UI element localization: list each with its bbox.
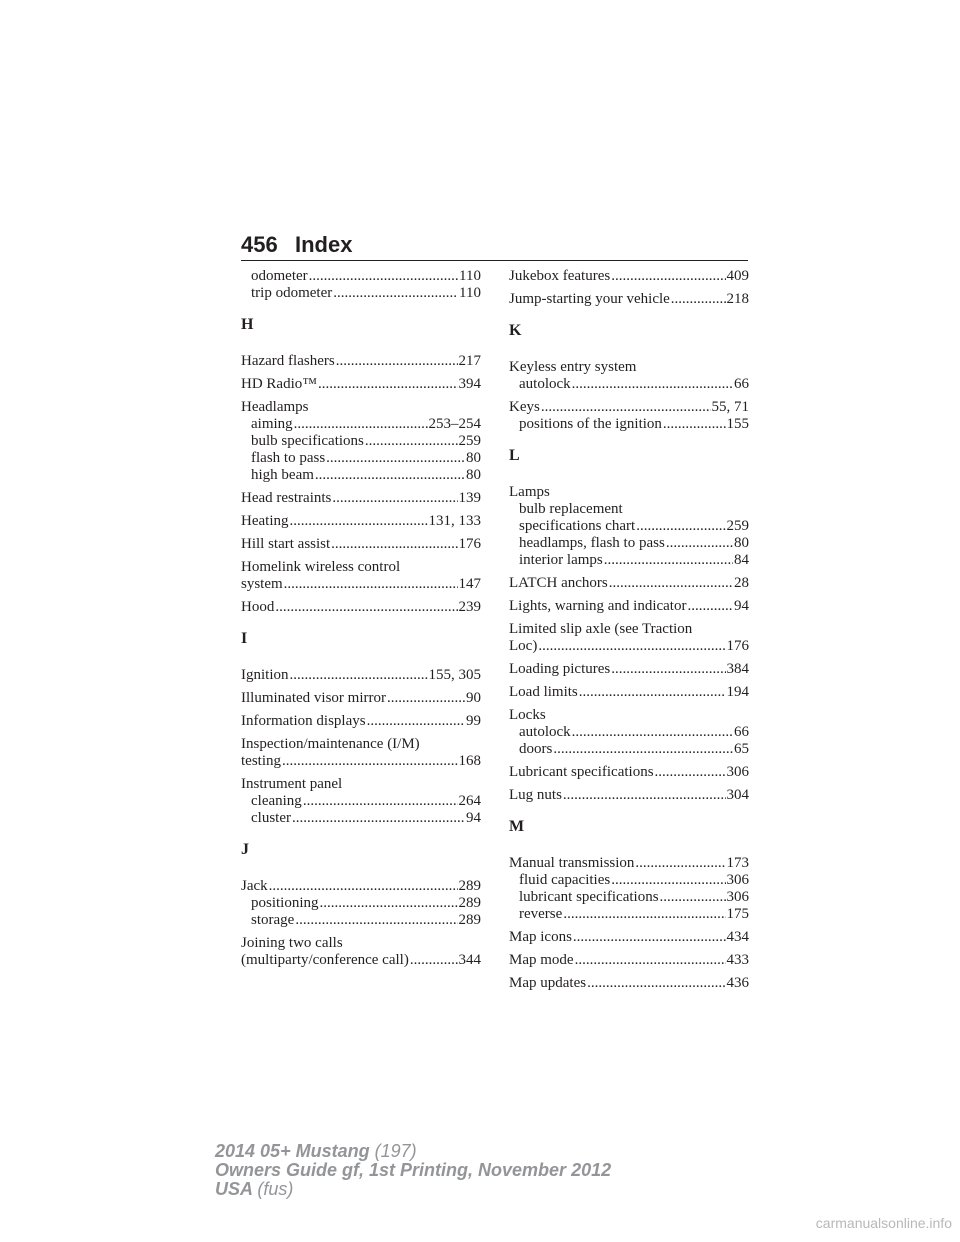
- index-entry-line: [241, 559, 481, 576]
- entry-term: Lamps: [509, 484, 550, 500]
- watermark: carmanualsonline.info: [815, 1215, 952, 1231]
- index-entry-line: [241, 576, 481, 593]
- index-entry: [241, 667, 481, 684]
- entry-term: lubricant specifications: [519, 889, 659, 905]
- entry-term: cluster: [251, 810, 291, 826]
- entry-term: Information displays: [241, 713, 366, 729]
- dot-leader: [660, 889, 726, 906]
- entry-term: storage: [251, 912, 295, 928]
- section-letter: H: [241, 316, 254, 333]
- dot-leader: [655, 764, 726, 781]
- page-number: 456: [241, 232, 278, 257]
- entry-term: testing: [241, 753, 281, 769]
- page-reference: 147: [458, 576, 481, 592]
- page-reference: 306: [726, 764, 749, 780]
- index-subentry-line: [241, 467, 481, 484]
- entry-term: aiming: [251, 416, 293, 432]
- index-entry: [509, 268, 749, 285]
- page-reference: 66: [734, 724, 749, 740]
- page-reference: 264: [458, 793, 481, 809]
- entry-term: Inspection/maintenance (I/M): [241, 736, 420, 752]
- page-reference: 434: [726, 929, 749, 945]
- page-reference: 289: [458, 895, 481, 911]
- index-subentry-line: [509, 741, 749, 758]
- entry-term: Jack: [241, 878, 268, 894]
- page-reference: 176: [458, 536, 481, 552]
- index-entry-line: [509, 359, 749, 376]
- page-reference: 110: [459, 285, 481, 301]
- index-subentry-line: [509, 535, 749, 552]
- index-entry-line: [241, 776, 481, 793]
- index-entry-line: [509, 291, 749, 308]
- footer-market-code: (fus): [257, 1179, 294, 1199]
- entry-term: interior lamps: [519, 552, 603, 568]
- index-subentry-line: [509, 872, 749, 889]
- index-entry-line: [509, 638, 749, 655]
- entry-term: Load limits: [509, 684, 578, 700]
- index-entry: [509, 684, 749, 701]
- page-reference: 80: [466, 450, 481, 466]
- dot-leader: [309, 268, 458, 285]
- page-reference: 433: [726, 952, 749, 968]
- index-entry-line: [241, 399, 481, 416]
- dot-leader: [575, 952, 726, 969]
- index-entry-line: [241, 376, 481, 393]
- page-reference: 99: [466, 713, 481, 729]
- entry-term: bulb specifications: [251, 433, 364, 449]
- page-title: Index: [295, 232, 353, 257]
- entry-term: Head restraints: [241, 490, 332, 506]
- index-entry: [509, 359, 749, 393]
- dot-leader: [387, 690, 465, 707]
- index-entry-line: [509, 575, 749, 592]
- entry-term: autolock: [519, 376, 571, 392]
- dot-leader: [303, 793, 458, 810]
- page-reference: 289: [458, 912, 481, 928]
- index-entry-line: [509, 598, 749, 615]
- dot-leader: [294, 416, 428, 433]
- dot-leader: [365, 433, 458, 450]
- index-entry-line: [509, 952, 749, 969]
- index-subentry-line: [241, 912, 481, 929]
- entry-term: Lubricant specifications: [509, 764, 654, 780]
- entry-term: autolock: [519, 724, 571, 740]
- index-entry: [509, 975, 749, 992]
- page-reference: 306: [726, 872, 749, 888]
- index-entry-line: [509, 787, 749, 804]
- index-entry: [241, 513, 481, 530]
- index-entry: [509, 399, 749, 433]
- index-entry-line: [509, 268, 749, 285]
- index-entry-line: [241, 513, 481, 530]
- page-reference: 175: [726, 906, 749, 922]
- dot-leader: [635, 855, 725, 872]
- page-reference: 94: [734, 598, 749, 614]
- index-subentry-line: [509, 552, 749, 569]
- entry-term: Hazard flashers: [241, 353, 335, 369]
- index-entry: [509, 621, 749, 655]
- dot-leader: [367, 713, 465, 730]
- index-entry-line: [509, 621, 749, 638]
- dot-leader: [295, 912, 457, 929]
- dot-leader: [563, 906, 725, 923]
- page-reference: 409: [726, 268, 749, 284]
- entry-term: Instrument panel: [241, 776, 343, 792]
- page-reference: 176: [726, 638, 749, 654]
- page-reference: 259: [726, 518, 749, 534]
- index-entry: [241, 935, 481, 969]
- index-entry-line: [509, 484, 749, 501]
- index-entry: [509, 661, 749, 678]
- index-entry: [241, 776, 481, 827]
- index-column-left: [241, 268, 481, 975]
- entry-term: Map updates: [509, 975, 587, 991]
- page-reference: 173: [726, 855, 749, 871]
- entry-term: Homelink wireless control: [241, 559, 401, 575]
- entry-term: Loc): [509, 638, 538, 654]
- index-entry: [241, 353, 481, 370]
- index-entry-line: [509, 684, 749, 701]
- index-subentry-line: [509, 501, 749, 518]
- entry-term: Headlamps: [241, 399, 309, 415]
- dot-leader: [636, 518, 725, 535]
- entry-term: Map icons: [509, 929, 572, 945]
- page-reference: 155, 305: [428, 667, 481, 683]
- entry-term: Jukebox features: [509, 268, 611, 284]
- dot-leader: [318, 376, 458, 393]
- entry-term: Heating: [241, 513, 289, 529]
- page-reference: 394: [458, 376, 481, 392]
- index-subentry-line: [509, 376, 749, 393]
- dot-leader: [275, 599, 457, 616]
- footer-line-2: Owners Guide gf, 1st Printing, November 2012: [215, 1160, 612, 1180]
- index-entry-line: [241, 736, 481, 753]
- dot-leader: [538, 638, 725, 655]
- index-entry: [509, 598, 749, 615]
- entry-term: Lights, warning and indicator: [509, 598, 687, 614]
- index-entry: [509, 952, 749, 969]
- index-entry-line: [241, 690, 481, 707]
- index-subentry-line: [241, 433, 481, 450]
- index-subentry-line: [509, 518, 749, 535]
- index-entry-line: [509, 764, 749, 781]
- index-entry: [509, 575, 749, 592]
- index-entry: [241, 599, 481, 616]
- dot-leader: [587, 975, 725, 992]
- entry-term: reverse: [519, 906, 563, 922]
- page-reference: 306: [726, 889, 749, 905]
- dot-leader: [663, 416, 726, 433]
- page-reference: 80: [466, 467, 481, 483]
- dot-leader: [611, 661, 725, 678]
- dot-leader: [282, 753, 458, 770]
- dot-leader: [541, 399, 711, 416]
- entry-term: Hill start assist: [241, 536, 331, 552]
- page-reference: 344: [458, 952, 481, 968]
- entry-term: HD Radio™: [241, 376, 317, 392]
- dot-leader: [332, 490, 457, 507]
- dot-leader: [687, 598, 733, 615]
- section-letter: L: [509, 447, 520, 464]
- dot-leader: [573, 929, 726, 946]
- index-entry: [509, 484, 749, 569]
- dot-leader: [320, 895, 458, 912]
- index-entry-line: [241, 490, 481, 507]
- entry-term: Jump-starting your vehicle: [509, 291, 670, 307]
- entry-term: bulb replacement: [519, 501, 623, 517]
- page-reference: 80: [734, 535, 749, 551]
- index-entry: [509, 787, 749, 804]
- index-entry-line: [241, 353, 481, 370]
- index-entry: [241, 268, 481, 302]
- entry-term: fluid capacities: [519, 872, 611, 888]
- dot-leader: [572, 724, 733, 741]
- entry-term: specifications chart: [519, 518, 636, 534]
- page-reference: 84: [734, 552, 749, 568]
- index-entry-line: [241, 935, 481, 952]
- dot-leader: [604, 552, 733, 569]
- entry-term: Hood: [241, 599, 275, 615]
- dot-leader: [315, 467, 465, 484]
- index-entry: [241, 878, 481, 929]
- page-reference: 131, 133: [428, 513, 481, 529]
- entry-term: positions of the ignition: [519, 416, 662, 432]
- page-reference: 304: [726, 787, 749, 803]
- entry-term: Joining two calls: [241, 935, 343, 951]
- footer-line-1: [215, 1142, 611, 1161]
- entry-term: Lug nuts: [509, 787, 562, 803]
- entry-term: doors: [519, 741, 553, 757]
- index-subentry-line: [241, 285, 481, 302]
- index-entry-line: [241, 599, 481, 616]
- page-reference: 384: [726, 661, 749, 677]
- dot-leader: [609, 575, 733, 592]
- dot-leader: [611, 872, 725, 889]
- index-subentry-line: [241, 793, 481, 810]
- dot-leader: [289, 513, 427, 530]
- section-letter: I: [241, 630, 248, 647]
- index-entry-line: [241, 878, 481, 895]
- index-entry-line: [241, 753, 481, 770]
- entry-term: cleaning: [251, 793, 302, 809]
- page-reference: 194: [726, 684, 749, 700]
- index-entry: [241, 713, 481, 730]
- dot-leader: [326, 450, 465, 467]
- index-subentry-line: [241, 416, 481, 433]
- index-entry: [241, 376, 481, 393]
- footer-line-3: [215, 1180, 611, 1199]
- dot-leader: [292, 810, 465, 827]
- entry-term: positioning: [251, 895, 319, 911]
- page-reference: 139: [458, 490, 481, 506]
- index-entry: [241, 399, 481, 484]
- entry-term: Limited slip axle (see Traction: [509, 621, 693, 637]
- page-reference: 218: [726, 291, 749, 307]
- index-entry: [509, 929, 749, 946]
- page-reference: 239: [458, 599, 481, 615]
- entry-term: Map mode: [509, 952, 574, 968]
- entry-term: Loading pictures: [509, 661, 611, 677]
- page-reference: 28: [734, 575, 749, 591]
- dot-leader: [410, 952, 458, 969]
- index-subentry-line: [241, 268, 481, 285]
- section-letter: J: [241, 841, 249, 858]
- page-reference: 289: [458, 878, 481, 894]
- footer-page-code: (197): [374, 1141, 417, 1161]
- entry-term: Manual transmission: [509, 855, 635, 871]
- page-reference: 55, 71: [711, 399, 749, 415]
- index-entry: [241, 536, 481, 553]
- index-entry-line: [241, 952, 481, 969]
- index-entry: [509, 291, 749, 308]
- dot-leader: [336, 353, 458, 370]
- index-entry-line: [509, 707, 749, 724]
- index-entry: [509, 855, 749, 923]
- entry-term: flash to pass: [251, 450, 326, 466]
- dot-leader: [331, 536, 457, 553]
- section-letter: K: [509, 322, 522, 339]
- index-subentry-line: [241, 810, 481, 827]
- index-subentry-line: [241, 895, 481, 912]
- entry-term: trip odometer: [251, 285, 333, 301]
- page-reference: 155: [726, 416, 749, 432]
- index-subentry-line: [241, 450, 481, 467]
- index-entry-line: [509, 855, 749, 872]
- page-reference: 66: [734, 376, 749, 392]
- index-entry-line: [241, 536, 481, 553]
- section-letter: M: [509, 818, 525, 835]
- index-entry-line: [509, 929, 749, 946]
- dot-leader: [284, 576, 458, 593]
- index-entry-line: [509, 975, 749, 992]
- index-subentry-line: [509, 889, 749, 906]
- entry-term: (multiparty/conference call): [241, 952, 409, 968]
- entry-term: Keyless entry system: [509, 359, 637, 375]
- index-entry-line: [241, 713, 481, 730]
- dot-leader: [269, 878, 458, 895]
- index-entry: [241, 736, 481, 770]
- index-entry: [509, 707, 749, 758]
- dot-leader: [579, 684, 726, 701]
- entry-term: LATCH anchors: [509, 575, 608, 591]
- dot-leader: [563, 787, 726, 804]
- print-footer: [215, 1142, 611, 1199]
- entry-term: high beam: [251, 467, 314, 483]
- page-reference: 90: [466, 690, 481, 706]
- index-entry: [241, 690, 481, 707]
- index-entry-line: [241, 667, 481, 684]
- page-reference: 253–254: [428, 416, 481, 432]
- entry-term: Illuminated visor mirror: [241, 690, 386, 706]
- page-reference: 110: [459, 268, 481, 284]
- index-entry: [509, 764, 749, 781]
- index-entry: [241, 490, 481, 507]
- index-entry: [241, 559, 481, 593]
- index-subentry-line: [509, 724, 749, 741]
- index-subentry-line: [509, 906, 749, 923]
- page-reference: 65: [734, 741, 749, 757]
- entry-term: Keys: [509, 399, 540, 415]
- entry-term: system: [241, 576, 283, 592]
- dot-leader: [553, 741, 733, 758]
- dot-leader: [666, 535, 733, 552]
- page-reference: 259: [458, 433, 481, 449]
- page-reference: 436: [726, 975, 749, 991]
- entry-term: Locks: [509, 707, 546, 723]
- index-entry-line: [509, 399, 749, 416]
- dot-leader: [333, 285, 458, 302]
- page-header: [241, 230, 748, 261]
- dot-leader: [671, 291, 726, 308]
- dot-leader: [290, 667, 428, 684]
- index-column-right: [509, 268, 749, 998]
- page-reference: 94: [466, 810, 481, 826]
- entry-term: Ignition: [241, 667, 289, 683]
- page-reference: 217: [458, 353, 481, 369]
- page-reference: 168: [458, 753, 481, 769]
- entry-term: odometer: [251, 268, 308, 284]
- footer-model: 2014 05+ Mustang: [215, 1141, 370, 1161]
- dot-leader: [611, 268, 725, 285]
- entry-term: headlamps, flash to pass: [519, 535, 665, 551]
- dot-leader: [572, 376, 733, 393]
- footer-market: USA: [215, 1179, 253, 1199]
- index-entry-line: [509, 661, 749, 678]
- index-subentry-line: [509, 416, 749, 433]
